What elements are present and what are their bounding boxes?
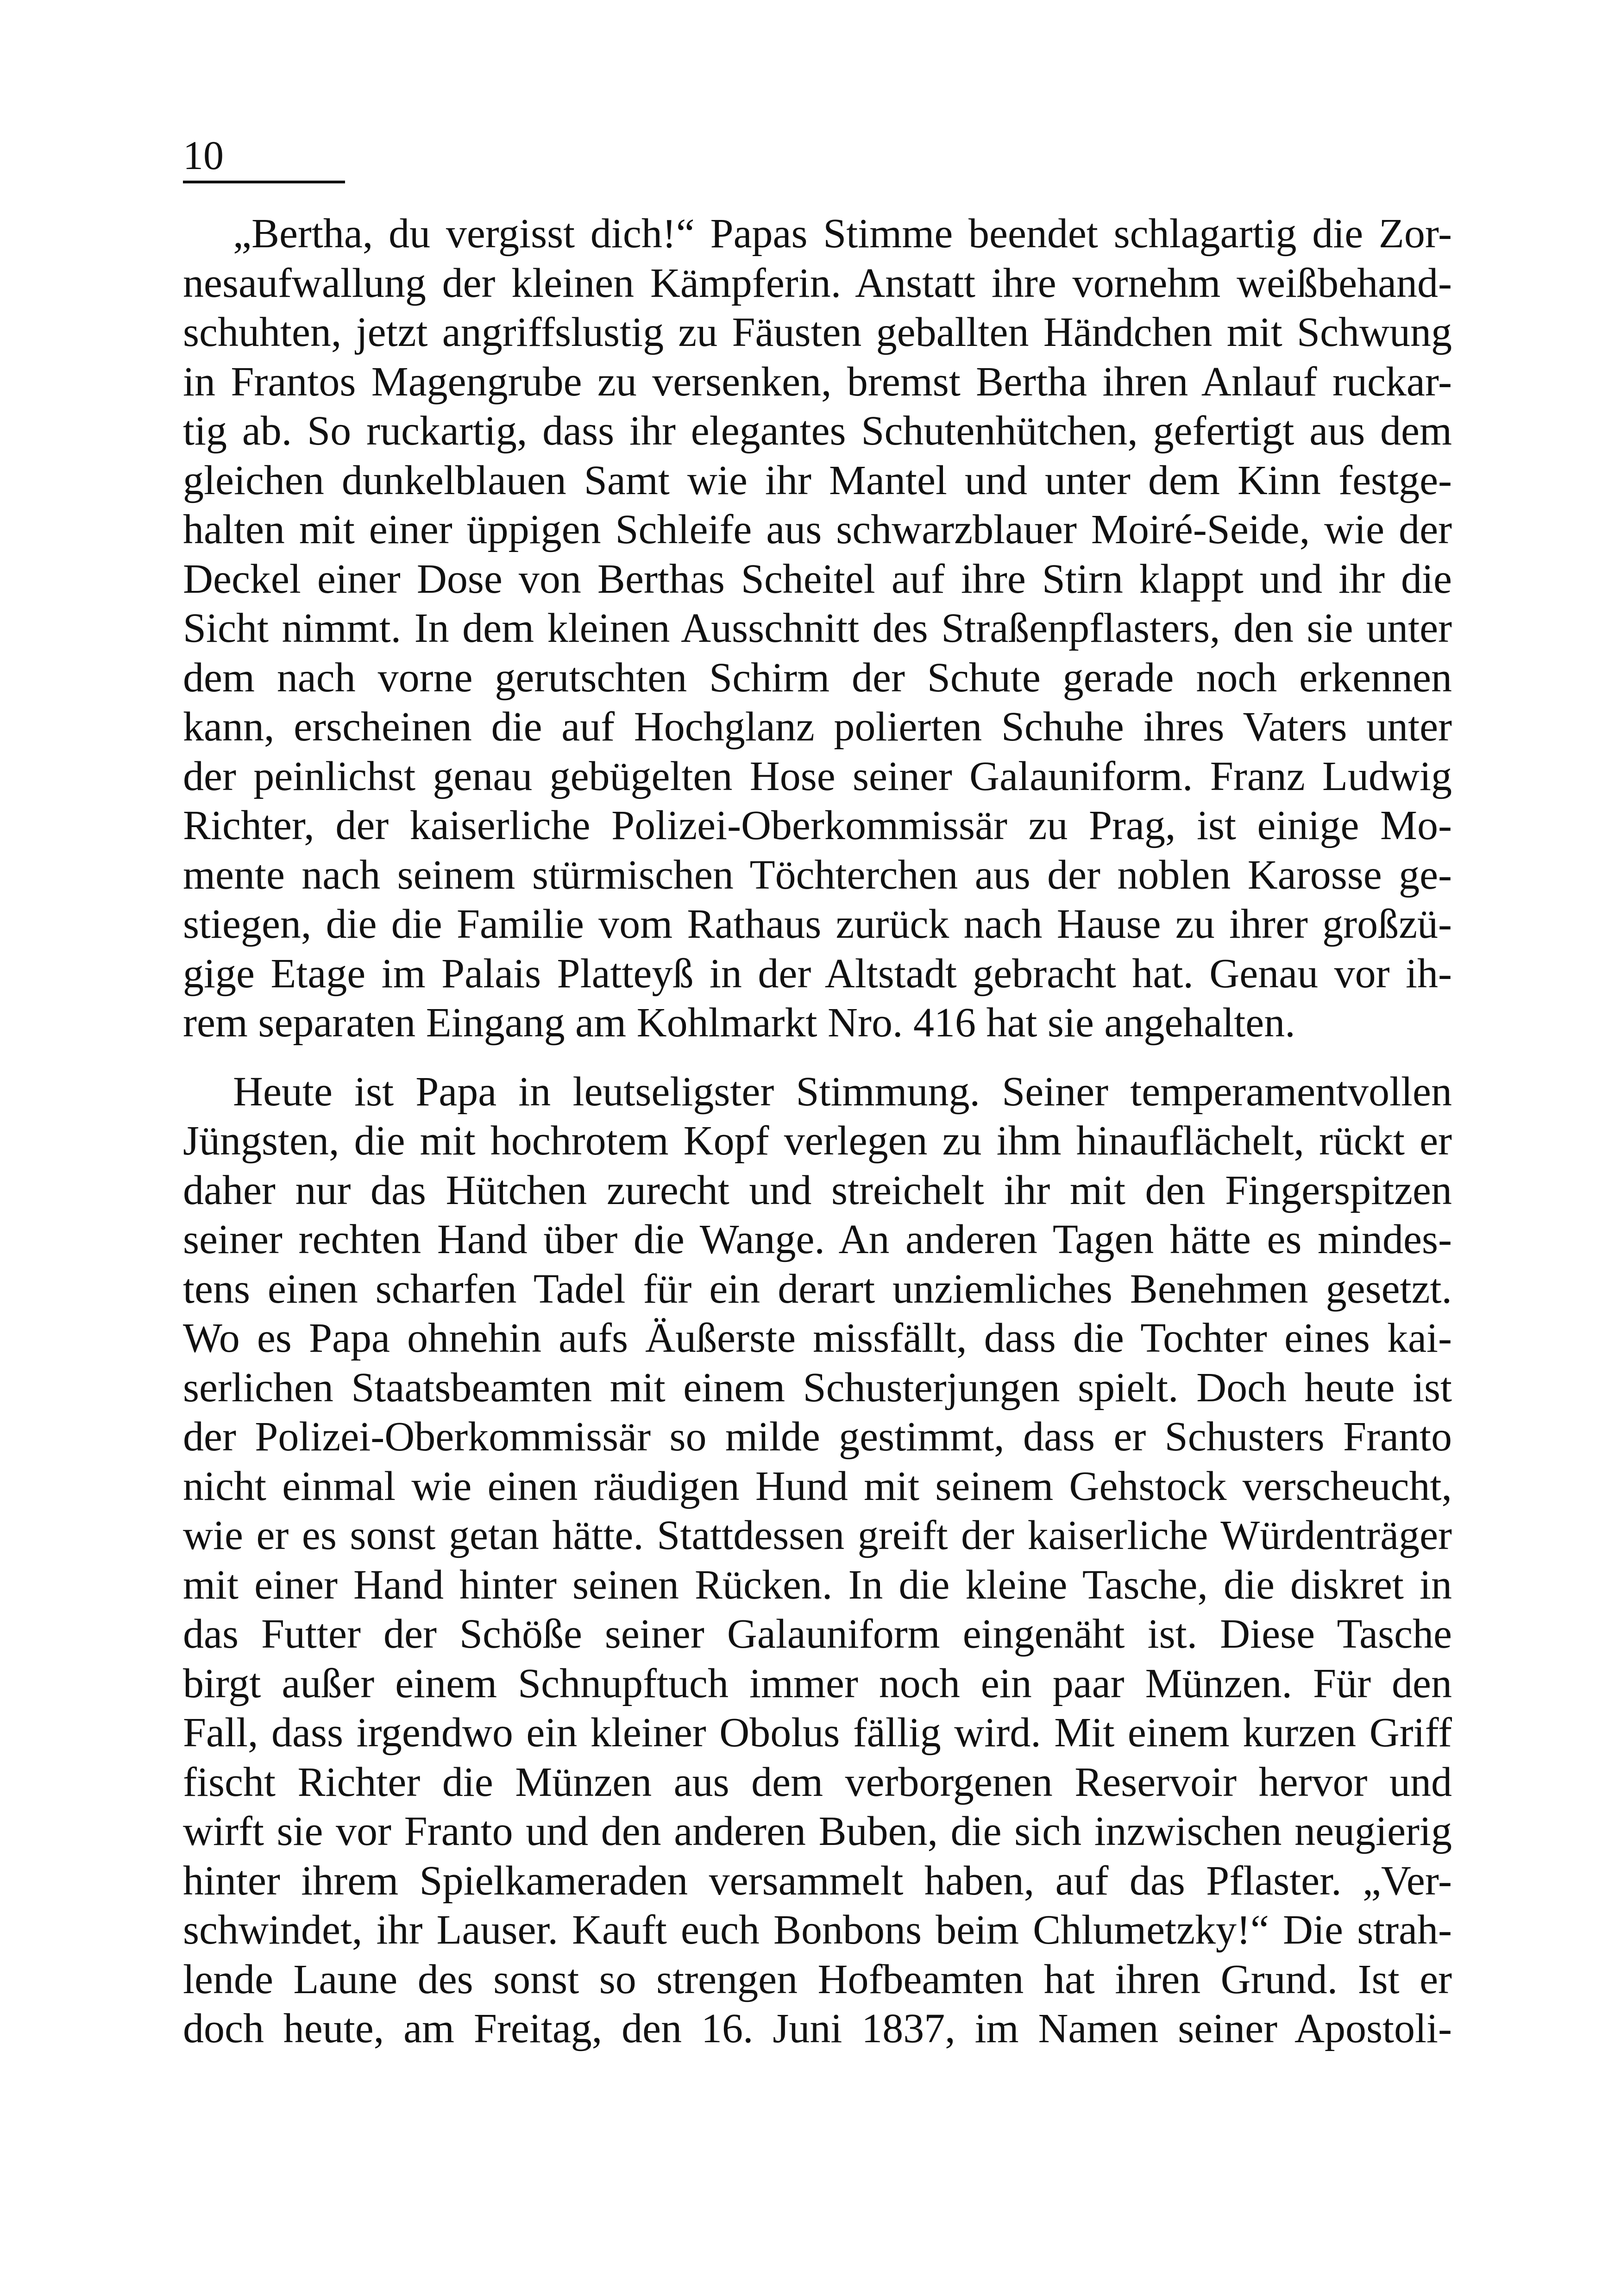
text-line: daher nur das Hütchen zurecht und streichelt ihr mit den Fingerspitzen (183, 1167, 1452, 1213)
text-line: lende Laune des sonst so strengen Hofbeamten hat ihren Grund. Ist er (183, 1956, 1452, 2002)
text-line: nicht einmal wie einen räudigen Hund mit seinem Gehstock verscheucht, (183, 1463, 1452, 1509)
text-line: stiegen, die die Familie vom Rathaus zurück nach Hause zu ihrer großzü- (183, 901, 1452, 947)
text-line: rem separaten Eingang am Kohlmarkt Nro. 416 hat sie angehalten. (183, 1000, 1295, 1046)
text-line: gige Etage im Palais Platteyß in der Altstadt gebracht hat. Genau vor ih- (183, 950, 1452, 997)
text-line: tens einen scharfen Tadel für ein derart unziemliches Benehmen gesetzt. (183, 1266, 1452, 1312)
text-line: Richter, der kaiserliche Polizei-Oberkommissär zu Prag, ist einige Mo- (183, 803, 1452, 848)
text-line: halten mit einer üppigen Schleife aus schwarzblauer Moiré-Seide, wie der (183, 507, 1452, 552)
text-line: wie er es sonst getan hätte. Stattdessen greift der kaiserliche Würdenträger (183, 1512, 1452, 1558)
paragraph-2 (183, 1067, 1452, 2054)
text-line: wirft sie vor Franto und den anderen Buben, die sich inzwischen neugierig (183, 1808, 1452, 1854)
text-line: der peinlichst genau gebügelten Hose seiner Galauniform. Franz Ludwig (183, 753, 1452, 799)
text-line: dem nach vorne gerutschten Schirm der Schute gerade noch erkennen (183, 654, 1452, 701)
text-line: kann, erscheinen die auf Hochglanz polierten Schuhe ihres Vaters unter (183, 704, 1452, 750)
text-line: „Bertha, du vergisst dich!“ Papas Stimme beendet schlagartig die Zor- (233, 211, 1452, 257)
text-line: in Frantos Magengrube zu versenken, bremst Bertha ihren Anlauf ruckar- (183, 358, 1452, 405)
text-line: Jüngsten, die mit hochrotem Kopf verlegen zu ihm hinauflächelt, rückt er (183, 1118, 1452, 1164)
text-line: mente nach seinem stürmischen Töchterchen aus der noblen Karosse ge- (183, 852, 1452, 898)
text-line: Fall, dass irgendwo ein kleiner Obolus fällig wird. Mit einem kurzen Griff (183, 1710, 1452, 1756)
text-line: Deckel einer Dose von Berthas Scheitel auf ihre Stirn klappt und ihr die (183, 556, 1452, 602)
text-line: der Polizei-Oberkommissär so milde gestimmt, dass er Schusters Franto (183, 1414, 1452, 1460)
page-number: 10 (183, 129, 345, 183)
text-line: schuhten, jetzt angriffslustig zu Fäusten geballten Händchen mit Schwung (183, 309, 1452, 355)
text-line: serlichen Staatsbeamten mit einem Schusterjungen spielt. Doch heute ist (183, 1364, 1452, 1411)
text-line: hinter ihrem Spielkameraden versammelt haben, auf das Pflaster. „Ver- (183, 1857, 1452, 1904)
text-line: seiner rechten Hand über die Wange. An anderen Tagen hätte es mindes- (183, 1217, 1452, 1262)
text-line: Wo es Papa ohnehin aufs Äußerste missfällt, dass die Tochter eines kai- (183, 1315, 1452, 1361)
paragraph-1 (183, 209, 1452, 1048)
text-line: schwindet, ihr Lauser. Kauft euch Bonbons beim Chlumetzky!“ Die strah- (183, 1907, 1452, 1953)
text-line: nesaufwallung der kleinen Kämpferin. Anstatt ihre vornehm weißbehand- (183, 260, 1452, 306)
text-line: das Futter der Schöße seiner Galauniform eingenäht ist. Diese Tasche (183, 1611, 1452, 1657)
text-line: Sicht nimmt. In dem kleinen Ausschnitt des Straßenpflasters, den sie unter (183, 605, 1452, 651)
text-line: doch heute, am Freitag, den 16. Juni 1837, im Namen seiner Apostoli- (183, 2006, 1452, 2051)
body-text (183, 209, 1452, 2054)
text-line: mit einer Hand hinter seinen Rücken. In die kleine Tasche, die diskret in (183, 1562, 1452, 1608)
text-line: gleichen dunkelblauen Samt wie ihr Mantel und unter dem Kinn festge- (183, 457, 1452, 503)
text-line: tig ab. So ruckartig, dass ihr elegantes Schutenhütchen, gefertigt aus dem (183, 408, 1452, 454)
text-line: fischt Richter die Münzen aus dem verborgenen Reservoir hervor und (183, 1759, 1452, 1805)
text-line: Heute ist Papa in leutseligster Stimmung. Seiner temperamentvollen (233, 1068, 1452, 1115)
text-line: birgt außer einem Schnupftuch immer noch ein paar Münzen. Für den (183, 1660, 1452, 1706)
